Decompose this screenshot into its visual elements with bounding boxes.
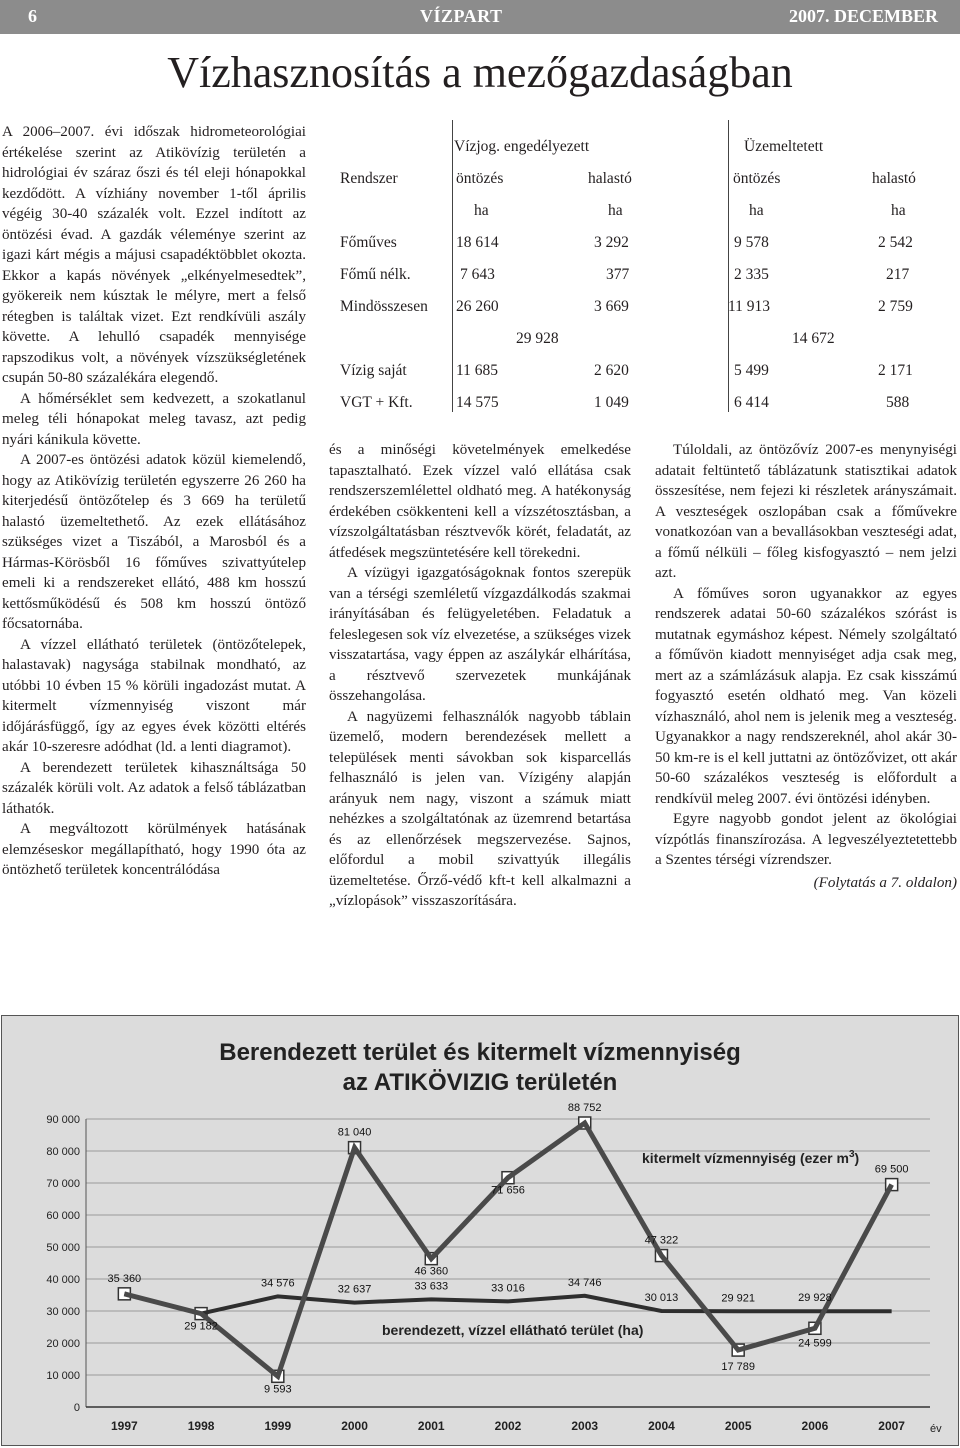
table-row-label: Főmű nélk. (340, 266, 411, 283)
data-label: 29 928 (798, 1292, 832, 1305)
paragraph: Egyre nagyobb gondot jelent az ökológiai vízpótlás finanszírozása. A legveszélyeztetettebb a Szentes térségi vízrendszer. (655, 811, 957, 868)
data-label: 69 500 (874, 1163, 909, 1176)
water-usage-chart (1, 1015, 959, 1446)
table-row-label: Főműves (340, 234, 397, 251)
data-label: 30 013 (644, 1291, 679, 1304)
data-label: 46 360 (414, 1265, 449, 1278)
unit-cell: ha (891, 202, 906, 219)
data-label: 32 637 (337, 1283, 372, 1296)
y-tick-label: 20 000 (46, 1338, 80, 1350)
table-cell: 377 (606, 266, 630, 283)
paragraph: és a minőségi követelmények emelkedése tapasztalható. Ezek vízzel való ellátása csak rendszerszemlélettel oldható meg. A hatékonyság érdekében csökkenteni kell a vízszétosztásban, a vízszolgáltatásban résztvevők körét, feladatát, az átfedések megszüntetésére kell törekedni. (329, 442, 631, 561)
continued-note: (Folytatás a 7. oldalon) (813, 874, 957, 891)
col-header: öntözés (733, 170, 781, 187)
paragraph: A berendezett területek kihasználtsága 50 százalék körüli volt. Az adatok a felső táblázatban láthatók. (2, 759, 306, 817)
x-tick-label: 1998 (187, 1419, 215, 1433)
col-header: halastó (872, 170, 916, 187)
y-tick-label: 80 000 (46, 1146, 80, 1158)
table-cell-combined: 14 672 (792, 330, 835, 347)
table-divider (728, 120, 729, 412)
table-cell: 2 542 (878, 234, 913, 251)
data-label: 9 593 (264, 1383, 292, 1396)
paragraph: A nagyüzemi felhasználók nagyobb táblain üzemelő, modern berendezések mellett a települések menti sávokban sok kisparcellás felhasználó is jelen van. Vízigény alapján arányuk nem nagy, viszont a számuk miatt nehézkes a szolgáltatónak az üzemrend betartása és az ellenőrzések megszervezése. Sajnos, előfordul a mobil szivattyúk illegális üzemeltetése. Őrző-védő kft-t kell alkalmazni a „vízlopások” visszaszorítására. (329, 708, 631, 909)
x-tick-label: 2000 (341, 1419, 368, 1433)
unit-cell: ha (474, 202, 489, 219)
y-tick-label: 10 000 (46, 1370, 80, 1382)
article-column-1 (2, 122, 306, 881)
col-header: halastó (588, 170, 632, 187)
table-cell: 18 614 (456, 234, 499, 251)
paragraph: A vízzel ellátható területek (öntözőtelepek, halastavak) nagysága stabilnak mondható, az utóbbi 10 évben 15 % körüli ingadozást mutat. A kitermelt vízmennyiség viszont már időjárásfüggő, így az egyes évek közötti eltérés akár 10-szeresre adódhat (ld. a lenti diagramot). (2, 636, 306, 755)
chart-title: Berendezett terület és kitermelt vízmennyiség (219, 1039, 741, 1066)
x-tick-label: 2001 (417, 1419, 445, 1433)
table-cell: 2 335 (734, 266, 769, 283)
group-header-permitted: Vízjog. engedélyezett (454, 138, 590, 155)
y-tick-label: 0 (73, 1402, 80, 1414)
y-tick-label: 60 000 (46, 1210, 80, 1222)
table-cell: 11 685 (456, 362, 499, 379)
legend-top: kitermelt vízmennyiség (ezer $m^3$) (642, 1149, 860, 1166)
paragraph: A megváltozott körülmények hatásának elemzéseskor megállapítható, hogy 1990 óta az öntözhető területek koncentrálódása (2, 821, 306, 878)
article-title: Vízhasznosítás a mezőgazdaságban (167, 48, 793, 97)
y-tick-label: 40 000 (46, 1274, 80, 1286)
table-cell: 1 049 (594, 394, 629, 411)
data-label: 33 016 (491, 1282, 525, 1295)
table-cell: 3 292 (594, 234, 629, 251)
y-tick-label: 30 000 (46, 1306, 80, 1318)
row-header: Rendszer (340, 170, 398, 187)
table-cell: 6 414 (734, 394, 769, 411)
article-column-3 (655, 440, 957, 893)
paragraph: A hőmérséklet sem kedvezett, a szokatlanul meleg téli hónapokat meleg tavasz, azt pedig nyári kánikula követte. (2, 390, 306, 448)
x-tick-label: 2004 (648, 1419, 675, 1433)
data-label: 35 360 (107, 1272, 142, 1285)
data-label: 47 322 (644, 1234, 679, 1247)
table-cell: 9 578 (734, 234, 769, 251)
data-label: 34 746 (567, 1276, 602, 1289)
x-tick-label: 1997 (111, 1419, 138, 1433)
data-label: 71 656 (491, 1184, 525, 1197)
paragraph: A 2007-es öntözési adatok közül kiemelendő, hogy az Atikövízig területén egyszerre 26 260 ha kiterjedésű öntözőtelep és 3 669 ha területű halastó üzemeltethető. Az ezek ellátásához szükséges vizet a Tiszából, a Marosból és a Hármas-Körösből 16 főműves szivattyútelep emeli ki a rendszereket ellátó, 488 km hosszú kettősműködésű és 508 km hosszú öntöző főcsatornába. (2, 452, 306, 632)
x-tick-label: 2002 (494, 1419, 522, 1433)
table-cell-total: 3 669 (594, 298, 629, 315)
table-cell: 14 575 (456, 394, 499, 411)
data-label: 81 040 (337, 1126, 372, 1139)
x-tick-label: 2007 (878, 1419, 905, 1433)
chart-svg (2, 1016, 958, 1445)
data-label: 34 576 (260, 1277, 295, 1290)
y-tick-label: 70 000 (46, 1178, 80, 1190)
y-tick-label: 90 000 (46, 1114, 80, 1126)
publication-name: VÍZPART (420, 6, 503, 26)
issue-date: 2007. DECEMBER (788, 6, 938, 26)
table-cell: 7 643 (460, 266, 495, 283)
table-row-label: VGT + Kft. (340, 394, 413, 411)
data-label: 33 633 (414, 1280, 449, 1293)
data-label: 29 182 (184, 1320, 218, 1333)
col-header: öntözés (456, 170, 504, 187)
paragraph: A főműves soron ugyanakkor az egyes rendszerek adatai 50-60 százalékos szórást is mutatnak egymáshoz képest. Némely szolgáltató a főművön kiadott mennyiséget adja csak meg, mert az a számlázásuk alapja. Ez csak kisszámú fogyasztó esetén oldható meg. Van közeli vízhasználó, ahol nem is jelenik meg a veszteség. Ugyanakkor a nagy rendszereknél, ahol akár 30-50 km-re is el kell juttatni az öntözővizet, ott akár 50-60 százalékos veszteség is előfordult a rendkívül meleg 2007. évi öntözési idényben. (655, 585, 957, 807)
y-tick-label: 50 000 (46, 1242, 80, 1254)
x-tick-label: 2006 (801, 1419, 829, 1433)
x-unit-label: év (930, 1423, 942, 1435)
paragraph: A 2006–2007. évi időszak hidrometeorológiai értékelése szerint az Atikövízig területén a hidrológiai év száraz őszi és tél eleji hónapokkal kezdődött. A vízhiány november 1-től április végéig 30-40 százalék volt. Ezzel indított az öntözési évad. A gazdák véleménye szerint az igazi kárt mégis a májusi csapadéktöbblet okozta. Ekkor a kapás növények „elkényelmesedtek”, gyökereik nem kúsztak le mélyre, mert a felső rétegben is találtak vizet. Ezt rendkívüli aszály követte. A lehulló csapadék mennyisége rapszodikus volt, a növények vízszükségletének csupán 50-80 százalékára elegendő. (2, 124, 306, 386)
unit-cell: ha (749, 202, 764, 219)
page-number: 6 (28, 6, 37, 26)
data-label: 24 599 (798, 1337, 832, 1350)
table-cell-combined: 29 928 (516, 330, 559, 347)
data-label: 29 921 (721, 1292, 756, 1305)
legend-bottom: berendezett, vízzel ellátható terület (ha) (382, 1322, 644, 1338)
x-tick-label: 2005 (724, 1419, 752, 1433)
data-label: 17 789 (721, 1361, 756, 1374)
chart-subtitle: az ATIKÖVIZIG területén (342, 1069, 618, 1096)
paragraph: Túloldali, az öntözővíz 2007-es menynyiségi adatait feltüntető táblázatunk statisztikai adatok összesítése, nem fejezi ki részletek arányszámait. A veszteségek oszlopában csak a főművekre vonatkozóan van a bevallásokban veszteségi adat, a főmű nélküli – főleg kisfogyasztó – nem jelzi azt. (655, 442, 957, 581)
page-header (0, 0, 960, 34)
x-tick-label: 1999 (264, 1419, 292, 1433)
table-row-label-total: Mindösszesen (340, 298, 428, 315)
table-cell-total: 11 913 (728, 298, 771, 315)
table-cell: 217 (886, 266, 910, 283)
table-cell: 2 620 (594, 362, 629, 379)
data-label: 88 752 (567, 1101, 602, 1114)
group-header-operated: Üzemeltetett (744, 138, 824, 155)
table-cell-total: 2 759 (878, 298, 913, 315)
x-tick-label: 2003 (571, 1419, 599, 1433)
table-cell: 588 (886, 394, 910, 411)
article-column-2 (329, 440, 631, 912)
table-divider (452, 120, 453, 412)
table-row-label: Vízig saját (340, 362, 407, 379)
table-cell: 5 499 (734, 362, 769, 379)
table-cell-total: 26 260 (456, 298, 499, 315)
unit-cell: ha (608, 202, 623, 219)
table-cell: 2 171 (878, 362, 913, 379)
paragraph: A vízügyi igazgatóságoknak fontos szerepük van a térségi szemléletű vízgazdálkodás szakmai irányításában és felügyeletében. Feladatuk a feleslegesen sok víz elvezetése, a szükséges vizek visszatartása, vagy éppen az aszálykár elhárítása, a résztvevő szervezetek munkájának összehangolása. (329, 565, 631, 704)
irrigation-data-table (330, 120, 958, 420)
